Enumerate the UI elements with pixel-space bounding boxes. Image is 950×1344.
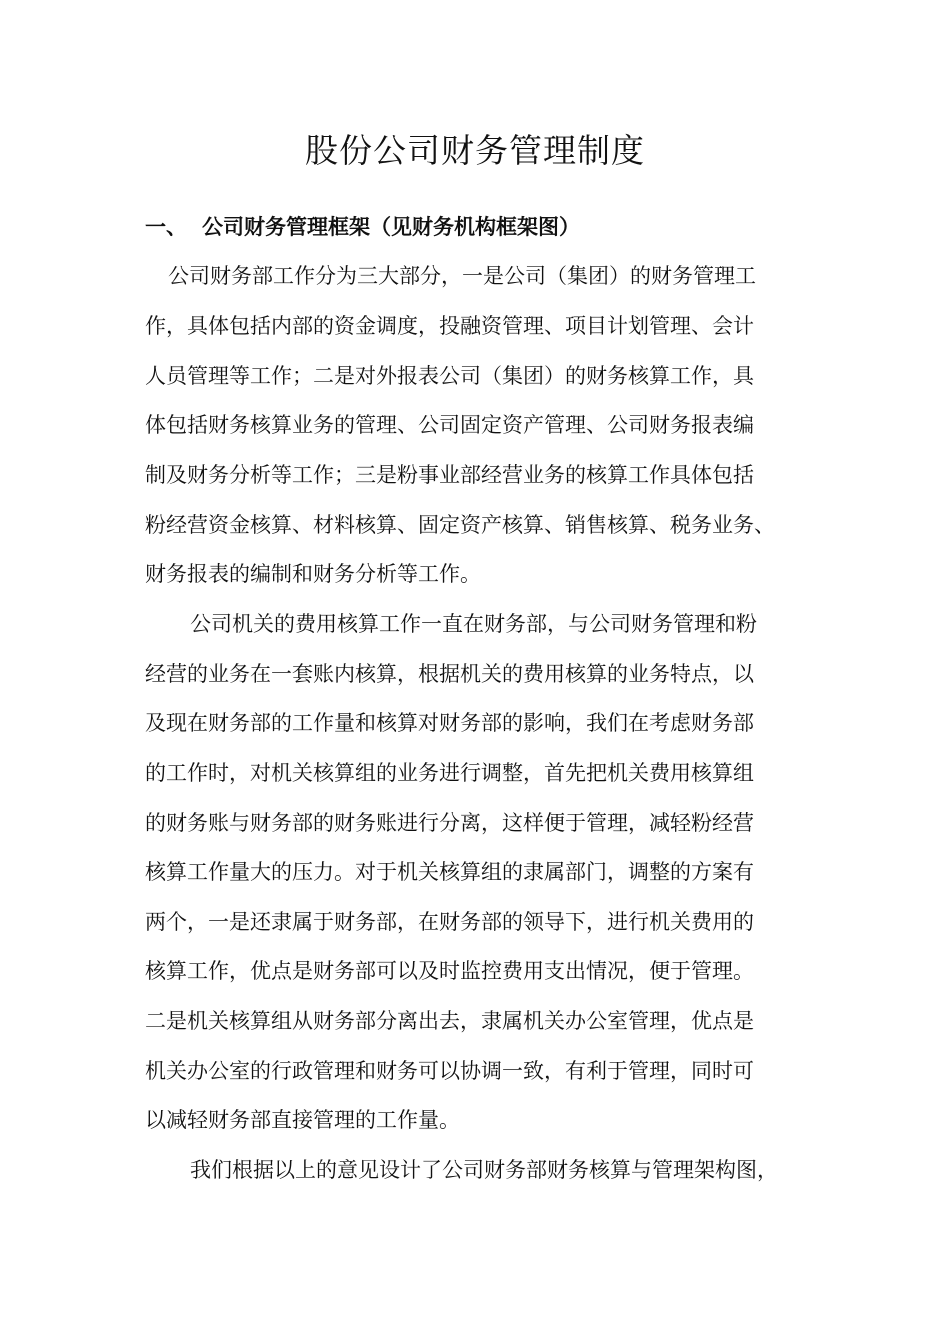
paragraph-line: 经营的业务在一套账内核算，根据机关的费用核算的业务特点，以 <box>145 662 754 686</box>
paragraph-line: 以减轻财务部直接管理的工作量。 <box>145 1108 460 1132</box>
paragraph-line: 财务报表的编制和财务分析等工作。 <box>145 562 481 586</box>
paragraph-line: 二是机关核算组从财务部分离出去，隶属机关办公室管理，优点是 <box>145 1009 754 1033</box>
paragraph-line: 核算工作，优点是财务部可以及时监控费用支出情况，便于管理。 <box>145 959 754 983</box>
section-heading-text: 公司财务管理框架（见财务机构框架图） <box>202 215 580 239</box>
paragraph-line: 核算工作量大的压力。对于机关核算组的隶属部门，调整的方案有 <box>145 860 754 884</box>
section-number: 一、 <box>145 215 187 239</box>
paragraph-line: 作，具体包括内部的资金调度，投融资管理、项目计划管理、会计 <box>145 314 754 338</box>
paragraph-line: 两个，一是还隶属于财务部，在财务部的领导下，进行机关费用的 <box>145 910 754 934</box>
paragraph-line: 体包括财务核算业务的管理、公司固定资产管理、公司财务报表编 <box>145 413 754 437</box>
paragraph-line: 及现在财务部的工作量和核算对财务部的影响，我们在考虑财务部 <box>145 711 754 735</box>
paragraph-line: 公司机关的费用核算工作一直在财务部，与公司财务管理和粉 <box>190 612 757 636</box>
paragraph-line: 公司财务部工作分为三大部分，一是公司（集团）的财务管理工 <box>168 264 756 288</box>
paragraph-line: 我们根据以上的意见设计了公司财务部财务核算与管理架构图， <box>190 1158 778 1182</box>
paragraph-line: 机关办公室的行政管理和财务可以协调一致，有利于管理，同时可 <box>145 1059 754 1083</box>
paragraph-line: 的工作时，对机关核算组的业务进行调整，首先把机关费用核算组 <box>145 761 754 785</box>
paragraph-line: 人员管理等工作；二是对外报表公司（集团）的财务核算工作，具 <box>145 364 754 388</box>
document-title: 股份公司财务管理制度 <box>305 131 645 170</box>
paragraph-line: 制及财务分析等工作；三是粉事业部经营业务的核算工作具体包括 <box>145 463 754 487</box>
paragraph-line: 粉经营资金核算、材料核算、固定资产核算、销售核算、税务业务、 <box>145 513 775 537</box>
section-heading <box>145 212 580 242</box>
paragraph-line: 的财务账与财务部的财务账进行分离，这样便于管理，减轻粉经营 <box>145 811 754 835</box>
